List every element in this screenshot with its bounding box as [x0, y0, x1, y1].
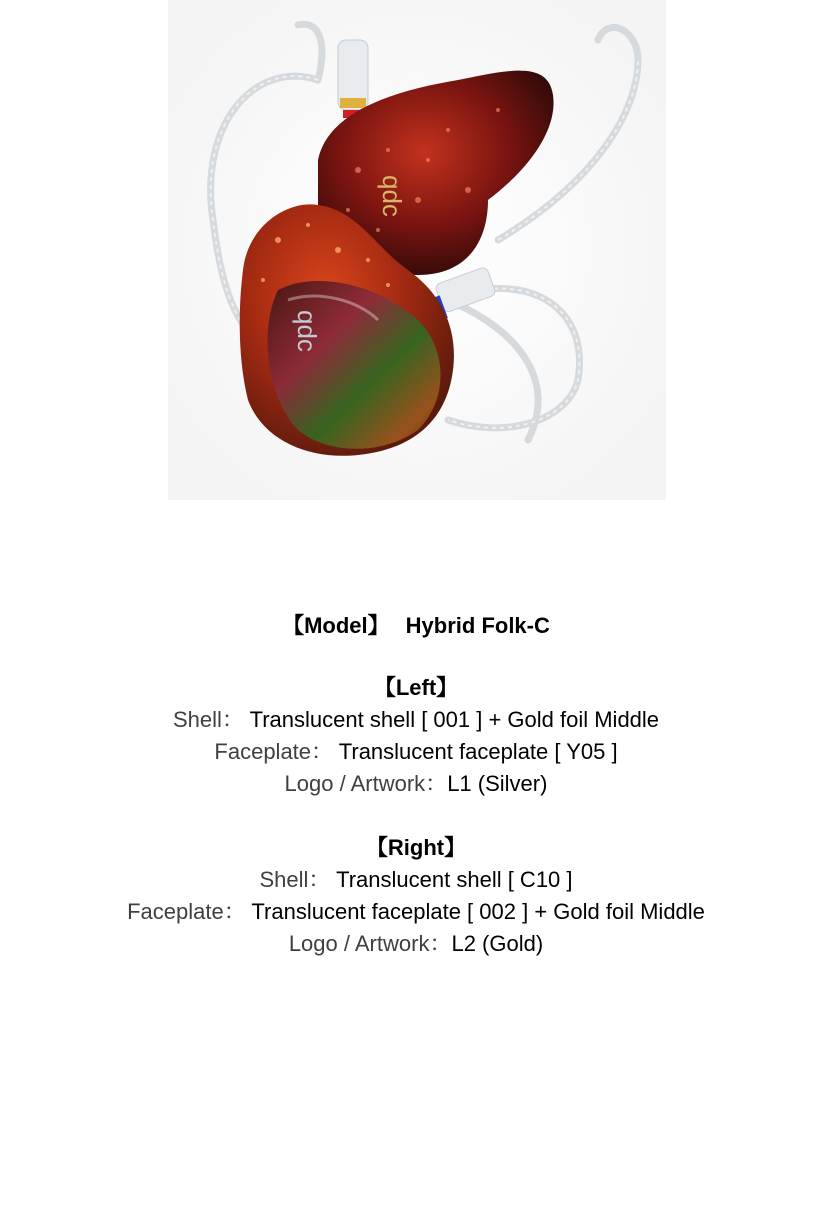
right-logo-row [0, 928, 832, 960]
spec-value: L1 (Silver) [447, 771, 548, 796]
spec-label: Logo / Artwork： [284, 771, 448, 796]
left-logo-row [0, 768, 832, 800]
model-line [0, 609, 832, 640]
right-shell-row [0, 864, 832, 896]
earpiece-logo: qdc [292, 310, 322, 352]
model-value: Hybrid Folk-C [405, 613, 550, 638]
spec-value: Translucent faceplate [ 002 ] + Gold foil Middle [251, 899, 705, 924]
spec-label: Faceplate： [214, 739, 334, 764]
spec-value: Translucent shell [ 001 ] + Gold foil Middle [249, 707, 660, 732]
spec-label: Faceplate： [127, 899, 246, 924]
left-spec-block [0, 672, 832, 800]
right-heading: 【Right】 [365, 835, 467, 860]
left-heading: 【Left】 [373, 675, 459, 700]
right-spec-block [0, 832, 832, 960]
spec-label: Logo / Artwork： [288, 931, 452, 956]
right-faceplate-row [0, 896, 832, 928]
left-shell-row [0, 704, 832, 736]
spec-value: L2 (Gold) [451, 931, 544, 956]
spec-value: Translucent shell [ C10 ] [336, 867, 573, 892]
spec-label: Shell： [172, 707, 244, 732]
model-label: 【Model】 [282, 613, 390, 638]
earpiece-logo: qdc [377, 175, 407, 217]
product-photo-earphones [168, 0, 666, 500]
spec-label: Shell： [259, 867, 331, 892]
spec-value: Translucent faceplate [ Y05 ] [338, 739, 618, 764]
left-faceplate-row [0, 736, 832, 768]
